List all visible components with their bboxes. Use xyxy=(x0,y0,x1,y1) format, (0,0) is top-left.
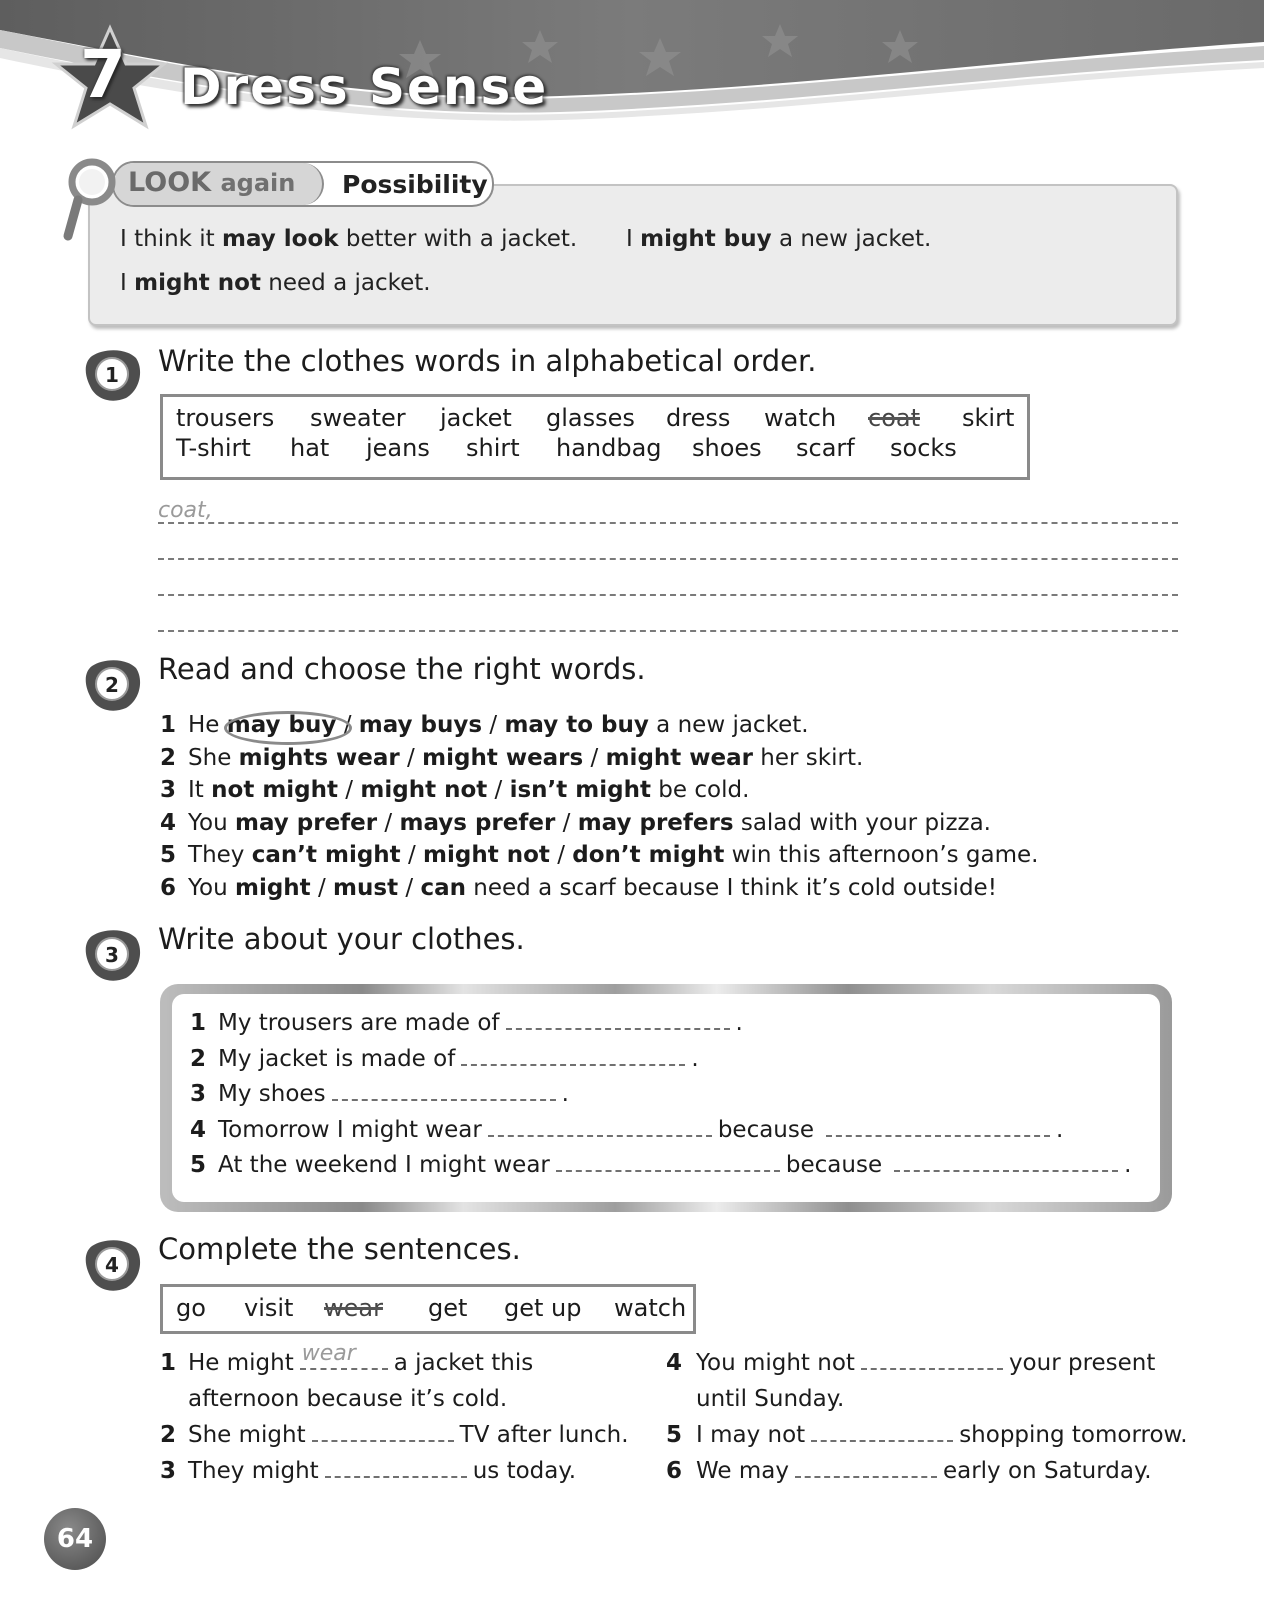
item-sentence xyxy=(218,1010,743,1036)
exercise-number: 1 xyxy=(105,363,119,387)
ex2-item xyxy=(160,875,997,901)
option-2[interactable]: might not xyxy=(423,842,550,868)
item-number: 3 xyxy=(160,777,177,803)
look-example-2 xyxy=(626,226,931,252)
answer-blank[interactable] xyxy=(325,1476,467,1478)
word: skirt xyxy=(962,404,1015,432)
sentence-part: shopping tomorrow. xyxy=(959,1422,1188,1448)
option-2[interactable]: may buys xyxy=(358,712,483,738)
item-sentence xyxy=(218,1117,1063,1143)
word: trousers xyxy=(176,404,275,432)
sentence-part: your present xyxy=(1008,1350,1156,1376)
separator: / xyxy=(583,744,606,771)
answer-line[interactable] xyxy=(158,558,1178,560)
word: dress xyxy=(666,404,731,432)
unit-title: Dress Sense xyxy=(180,58,549,116)
sentence-part: You might not xyxy=(696,1350,855,1376)
item-number: 5 xyxy=(666,1422,683,1448)
answer-line[interactable] xyxy=(158,522,1178,524)
answer-blank[interactable] xyxy=(506,1028,730,1030)
look-bold: may look xyxy=(222,226,339,252)
item-number: 3 xyxy=(190,1081,207,1107)
exercise-2-badge xyxy=(84,656,142,714)
separator: / xyxy=(487,777,510,803)
ex4-item-3 xyxy=(188,1458,576,1484)
item-number: 4 xyxy=(160,809,177,836)
word: hat xyxy=(290,434,330,462)
answer-blank[interactable] xyxy=(795,1476,937,1478)
item-number: 4 xyxy=(666,1350,683,1376)
ex3-item xyxy=(190,1046,699,1072)
exercise-number: 3 xyxy=(105,943,119,967)
item-sentence xyxy=(188,777,749,803)
sentence-part: You xyxy=(188,874,235,901)
answer-blank[interactable] xyxy=(811,1440,953,1442)
ex3-item xyxy=(190,1010,743,1036)
answer-blank[interactable] xyxy=(461,1064,685,1066)
again-word: again xyxy=(220,169,296,197)
item-number: 2 xyxy=(190,1045,207,1072)
sentence-part: They xyxy=(188,842,252,868)
example-answer: coat, xyxy=(158,498,213,523)
word: jeans xyxy=(366,434,430,462)
sentence-part: because xyxy=(785,1152,883,1178)
ex2-item xyxy=(160,810,991,836)
ex2-item xyxy=(160,842,1039,868)
word: handbag xyxy=(556,434,662,462)
sentence-part: She might xyxy=(188,1422,306,1448)
option-3[interactable]: don’t might xyxy=(572,842,725,868)
option-1[interactable]: might xyxy=(234,874,311,901)
sentence-part: At the weekend I might wear xyxy=(218,1152,550,1178)
item-number: 2 xyxy=(160,744,177,771)
word: go xyxy=(176,1294,206,1322)
item-number: 4 xyxy=(190,1116,207,1143)
exercise-3-badge xyxy=(84,926,142,984)
ex3-item xyxy=(190,1152,1131,1178)
word: watch xyxy=(764,404,837,432)
item-number: 5 xyxy=(190,1152,207,1178)
option-2[interactable]: might wears xyxy=(422,744,584,771)
sentence-part: They might xyxy=(188,1458,319,1484)
look-text: a new jacket. xyxy=(771,226,932,252)
sentence-part: I may not xyxy=(696,1422,806,1448)
item-sentence xyxy=(218,1081,569,1107)
look-again-topic: Possibility xyxy=(342,170,488,199)
word: shirt xyxy=(466,434,520,462)
look-example-3 xyxy=(120,270,431,296)
separator: / xyxy=(398,874,421,901)
ex4-item-1-cont: afternoon because it’s cold. xyxy=(188,1386,508,1412)
separator: / xyxy=(549,842,573,868)
exercise-1-title: Write the clothes words in alphabetical order. xyxy=(158,344,817,378)
answer-blank[interactable] xyxy=(312,1440,454,1442)
look-text: I xyxy=(626,226,641,252)
exercise-number: 4 xyxy=(105,1253,119,1277)
answer-blank[interactable] xyxy=(894,1170,1118,1172)
option-1[interactable]: mights wear xyxy=(238,744,400,771)
sentence-part: My trousers are made of xyxy=(218,1010,500,1036)
separator: / xyxy=(555,809,578,836)
sentence-part: She xyxy=(188,744,239,771)
sentence-part: a jacket this xyxy=(393,1350,534,1376)
word: socks xyxy=(890,434,957,462)
option-3[interactable]: may to buy xyxy=(504,712,649,738)
option-3[interactable]: isn’t might xyxy=(509,777,651,803)
exercise-4-title: Complete the sentences. xyxy=(158,1232,521,1266)
item-sentence xyxy=(188,745,863,771)
look-text: need a jacket. xyxy=(260,270,431,296)
sentence-end: . xyxy=(1124,1152,1132,1178)
word: glasses xyxy=(546,404,635,432)
answer-blank[interactable] xyxy=(556,1170,780,1172)
option-3[interactable]: might wear xyxy=(605,744,753,771)
option-1[interactable]: may buy xyxy=(226,712,337,738)
sentence-part: a new jacket. xyxy=(648,712,809,738)
answer-line[interactable] xyxy=(158,594,1178,596)
ex4-item-2 xyxy=(188,1422,629,1448)
sentence-part: need a scarf because I think it’s cold outside! xyxy=(465,874,997,901)
magnifier-icon xyxy=(60,156,120,246)
item-number: 1 xyxy=(160,712,177,738)
sentence-part: It xyxy=(188,777,212,803)
exercise-3-title: Write about your clothes. xyxy=(158,922,525,956)
exercise-4-badge xyxy=(84,1236,142,1294)
answer-blank[interactable] xyxy=(861,1368,1003,1370)
separator: / xyxy=(377,809,400,836)
sentence-part: early on Saturday. xyxy=(942,1458,1152,1484)
separator: / xyxy=(338,777,361,803)
look-bold: might not xyxy=(134,270,261,296)
sentence-part: because xyxy=(717,1116,815,1143)
ex4-item-4 xyxy=(696,1350,1155,1376)
item-sentence xyxy=(188,875,997,901)
option-3[interactable]: can xyxy=(420,874,466,901)
option-1[interactable]: can’t might xyxy=(251,842,401,868)
ex4-item-4-cont: until Sunday. xyxy=(696,1386,845,1412)
sentence-end: . xyxy=(561,1081,569,1107)
exercise-2-title: Read and choose the right words. xyxy=(158,652,646,686)
sentence-end: . xyxy=(691,1045,699,1072)
sentence-part: Tomorrow I might wear xyxy=(218,1116,482,1143)
word: get up xyxy=(504,1294,582,1322)
answer-line[interactable] xyxy=(158,630,1178,632)
sentence-part: salad with your pizza. xyxy=(733,809,991,836)
word: get xyxy=(428,1294,468,1322)
sentence-part: win this afternoon’s game. xyxy=(724,842,1039,868)
word: visit xyxy=(244,1294,294,1322)
item-sentence xyxy=(188,842,1038,868)
ex2-item xyxy=(160,745,863,771)
word: shoes xyxy=(692,434,762,462)
item-number: 2 xyxy=(160,1422,177,1448)
item-sentence xyxy=(218,1046,699,1072)
sentence-part: He xyxy=(188,712,227,738)
look-again-tab xyxy=(112,161,494,207)
separator: / xyxy=(399,744,423,771)
sentence-part: He might xyxy=(188,1350,294,1376)
item-number: 6 xyxy=(160,874,177,901)
sentence-part: her skirt. xyxy=(753,744,864,771)
ex4-item-5 xyxy=(696,1422,1188,1448)
sentence-part: us today. xyxy=(472,1458,577,1484)
word-crossed-out: wear xyxy=(324,1294,383,1322)
item-sentence xyxy=(188,810,991,836)
option-2[interactable]: might not xyxy=(360,777,488,803)
ex4-item-1 xyxy=(188,1341,534,1376)
word: T-shirt xyxy=(176,434,251,462)
sentence-part: You xyxy=(188,809,235,836)
option-3[interactable]: may prefers xyxy=(577,809,734,836)
option-2[interactable]: mays prefer xyxy=(399,809,556,836)
word: scarf xyxy=(796,434,855,462)
answer-blank[interactable] xyxy=(826,1135,1050,1137)
ex2-item xyxy=(160,777,749,803)
word: watch xyxy=(614,1294,687,1322)
item-number: 3 xyxy=(160,1458,177,1484)
answer-blank[interactable] xyxy=(300,1341,388,1370)
option-1[interactable]: may prefer xyxy=(234,809,378,836)
separator: / xyxy=(336,712,359,738)
word: jacket xyxy=(440,404,512,432)
page-number: 64 xyxy=(56,1524,94,1554)
item-number: 5 xyxy=(160,842,177,868)
sentence-part: We may xyxy=(696,1458,789,1484)
sentence-part: be cold. xyxy=(650,777,750,803)
sentence-part: My jacket is made of xyxy=(218,1045,456,1072)
exercise-number: 2 xyxy=(105,673,119,697)
option-2[interactable]: must xyxy=(333,874,399,901)
exercise-1-badge xyxy=(84,346,142,404)
look-again-label xyxy=(128,167,295,198)
option-1[interactable]: not might xyxy=(211,777,338,803)
item-number: 1 xyxy=(190,1010,207,1036)
example-answer: wear xyxy=(301,1341,356,1366)
look-bold: might buy xyxy=(640,226,772,252)
answer-blank[interactable] xyxy=(332,1099,556,1101)
unit-number: 7 xyxy=(80,36,126,113)
separator: / xyxy=(400,842,424,868)
sentence-part: My shoes xyxy=(218,1081,326,1107)
word: sweater xyxy=(310,404,406,432)
look-text: I think it xyxy=(120,226,223,252)
ex3-item xyxy=(190,1117,1063,1143)
item-sentence xyxy=(218,1152,1131,1178)
word-crossed-out: coat xyxy=(868,404,920,432)
look-word: LOOK xyxy=(128,167,212,198)
look-example-1 xyxy=(120,226,577,252)
sentence-end: . xyxy=(1056,1116,1064,1143)
look-text: I xyxy=(120,270,135,296)
sentence-end: . xyxy=(735,1010,743,1036)
answer-blank[interactable] xyxy=(488,1135,712,1137)
answer-circle xyxy=(224,711,352,745)
ex3-item xyxy=(190,1081,569,1107)
item-number: 1 xyxy=(160,1350,177,1376)
look-text: better with a jacket. xyxy=(338,226,578,252)
item-number: 6 xyxy=(666,1458,683,1484)
sentence-part: TV after lunch. xyxy=(459,1422,629,1448)
ex4-item-6 xyxy=(696,1458,1152,1484)
separator: / xyxy=(482,712,505,738)
separator: / xyxy=(310,874,334,901)
